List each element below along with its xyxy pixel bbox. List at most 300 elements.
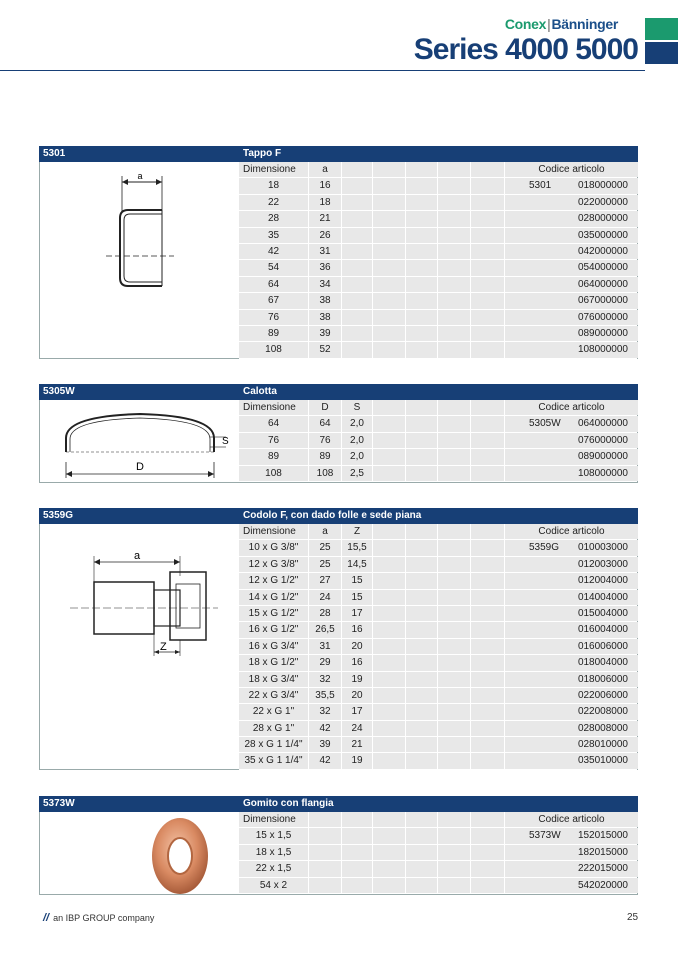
table-cell bbox=[438, 433, 471, 448]
table-cell: Dimensione bbox=[239, 524, 309, 539]
table-cell: 16 x G 1/2" bbox=[239, 622, 309, 637]
table-cell bbox=[373, 326, 406, 341]
table-cell: 25 bbox=[309, 557, 342, 572]
table-cell bbox=[342, 277, 373, 292]
table-cell bbox=[471, 688, 505, 703]
table-cell bbox=[438, 753, 471, 768]
table-header bbox=[239, 524, 637, 540]
table-cell bbox=[373, 416, 406, 431]
table-cell bbox=[471, 524, 505, 539]
table-cell bbox=[438, 260, 471, 275]
table-cell bbox=[438, 639, 471, 654]
table-cell bbox=[471, 672, 505, 687]
table-cell: 10 x G 3/8" bbox=[239, 540, 309, 555]
table-cell: 16 bbox=[342, 655, 373, 670]
table-cell: 18 x 1,5 bbox=[239, 845, 309, 860]
table-cell: 39 bbox=[309, 737, 342, 752]
table-cell bbox=[373, 639, 406, 654]
table-cell bbox=[373, 178, 406, 193]
table-cell bbox=[406, 828, 438, 843]
table-row bbox=[239, 639, 637, 655]
product-drawing bbox=[40, 400, 240, 482]
table-cell bbox=[309, 845, 342, 860]
brand-square-blue bbox=[645, 42, 678, 64]
section-header bbox=[39, 508, 638, 524]
table-cell bbox=[438, 737, 471, 752]
table-cell: 19 bbox=[342, 753, 373, 768]
table-cell bbox=[471, 400, 505, 415]
table-cell bbox=[406, 590, 438, 605]
table-cell bbox=[406, 244, 438, 259]
table-cell: 24 bbox=[309, 590, 342, 605]
table-cell: 28 x G 1 1/4" bbox=[239, 737, 309, 752]
table-cell bbox=[438, 828, 471, 843]
table-cell bbox=[438, 195, 471, 210]
product-drawing bbox=[40, 812, 240, 894]
table-cell: 17 bbox=[342, 606, 373, 621]
table-cell bbox=[406, 557, 438, 572]
table-cell: 076000000 bbox=[505, 310, 638, 325]
table-cell: 54 bbox=[239, 260, 309, 275]
table-cell bbox=[471, 244, 505, 259]
table-cell bbox=[438, 540, 471, 555]
table-cell bbox=[406, 342, 438, 357]
table-row bbox=[239, 753, 637, 769]
product-title: Gomito con flangia bbox=[243, 798, 334, 809]
table-row bbox=[239, 704, 637, 720]
table-cell: 089000000 bbox=[505, 326, 638, 341]
table-cell: 76 bbox=[239, 433, 309, 448]
table-cell: 42 bbox=[239, 244, 309, 259]
product-code: 5305W bbox=[43, 386, 75, 397]
table-cell: 54 x 2 bbox=[239, 878, 309, 893]
table-cell bbox=[438, 845, 471, 860]
table-cell bbox=[471, 606, 505, 621]
table-cell bbox=[373, 688, 406, 703]
table-cell bbox=[438, 861, 471, 876]
table-cell bbox=[406, 688, 438, 703]
table-cell bbox=[438, 557, 471, 572]
table-row bbox=[239, 211, 637, 227]
product-title: Calotta bbox=[243, 386, 277, 397]
table-cell bbox=[342, 260, 373, 275]
table-cell bbox=[471, 721, 505, 736]
table-header bbox=[239, 162, 637, 178]
table-cell bbox=[373, 721, 406, 736]
table-cell bbox=[438, 688, 471, 703]
table-cell: 108 bbox=[309, 466, 342, 481]
table-cell: Codice articolo bbox=[505, 812, 638, 827]
table-cell bbox=[373, 260, 406, 275]
table-cell bbox=[373, 244, 406, 259]
table-cell: 42 bbox=[309, 753, 342, 768]
table-cell: 28 x G 1" bbox=[239, 721, 309, 736]
table-row bbox=[239, 655, 637, 671]
table-cell bbox=[505, 178, 638, 193]
table-row bbox=[239, 195, 637, 211]
table-cell: 19 bbox=[342, 672, 373, 687]
table-cell: 18 x G 3/4" bbox=[239, 672, 309, 687]
dim-label-z: Z bbox=[160, 641, 167, 653]
table-cell bbox=[471, 211, 505, 226]
product-table bbox=[239, 524, 637, 770]
table-cell: 15 bbox=[342, 573, 373, 588]
table-cell bbox=[438, 342, 471, 357]
table-cell bbox=[438, 622, 471, 637]
table-row bbox=[239, 244, 637, 260]
table-cell bbox=[342, 845, 373, 860]
table-cell bbox=[438, 524, 471, 539]
footer-company bbox=[43, 912, 154, 924]
table-cell bbox=[438, 277, 471, 292]
table-cell bbox=[471, 540, 505, 555]
table-cell bbox=[471, 828, 505, 843]
table-cell: 25 bbox=[309, 540, 342, 555]
code-prefix: 5359G bbox=[529, 542, 560, 554]
table-cell bbox=[471, 178, 505, 193]
product-code: 5359G bbox=[43, 510, 74, 521]
table-cell: 22 x 1,5 bbox=[239, 861, 309, 876]
table-cell: 35 x G 1 1/4" bbox=[239, 753, 309, 768]
table-cell: 015004000 bbox=[505, 606, 638, 621]
table-cell: 152015000 bbox=[577, 830, 628, 842]
table-cell bbox=[438, 573, 471, 588]
table-cell bbox=[471, 655, 505, 670]
table-cell bbox=[373, 195, 406, 210]
table-row bbox=[239, 416, 637, 432]
table-cell bbox=[373, 310, 406, 325]
dim-label-d: D bbox=[136, 461, 144, 473]
table-cell: 42 bbox=[309, 721, 342, 736]
table-row bbox=[239, 326, 637, 342]
table-cell: 222015000 bbox=[505, 861, 638, 876]
table-cell bbox=[471, 557, 505, 572]
table-cell bbox=[342, 310, 373, 325]
table-cell: 028010000 bbox=[505, 737, 638, 752]
table-cell: 042000000 bbox=[505, 244, 638, 259]
table-cell: 012003000 bbox=[505, 557, 638, 572]
product-section-5301 bbox=[39, 146, 638, 359]
table-row bbox=[239, 178, 637, 194]
table-cell bbox=[373, 433, 406, 448]
footer-company-text: an IBP GROUP company bbox=[53, 913, 155, 923]
table-cell bbox=[309, 861, 342, 876]
table-row bbox=[239, 310, 637, 326]
table-cell: 22 bbox=[239, 195, 309, 210]
table-row bbox=[239, 622, 637, 638]
table-cell bbox=[373, 342, 406, 357]
table-header bbox=[239, 400, 637, 416]
table-cell: 15 x G 1/2" bbox=[239, 606, 309, 621]
table-cell bbox=[373, 449, 406, 464]
table-cell: 29 bbox=[309, 655, 342, 670]
table-cell bbox=[406, 449, 438, 464]
table-cell: 15 bbox=[342, 590, 373, 605]
table-cell bbox=[406, 622, 438, 637]
table-cell bbox=[471, 622, 505, 637]
table-cell: 076000000 bbox=[505, 433, 638, 448]
table-cell bbox=[373, 293, 406, 308]
table-cell: 035000000 bbox=[505, 228, 638, 243]
table-cell: a bbox=[309, 524, 342, 539]
table-cell: 014004000 bbox=[505, 590, 638, 605]
table-cell bbox=[373, 277, 406, 292]
table-cell bbox=[471, 293, 505, 308]
table-cell bbox=[373, 622, 406, 637]
table-cell bbox=[438, 466, 471, 481]
table-cell: 022006000 bbox=[505, 688, 638, 703]
table-cell bbox=[406, 878, 438, 893]
table-cell: 108000000 bbox=[505, 466, 638, 481]
table-cell bbox=[438, 310, 471, 325]
table-cell bbox=[373, 524, 406, 539]
section-header bbox=[39, 796, 638, 812]
product-section-5359g bbox=[39, 508, 638, 770]
dim-label-a: a bbox=[137, 171, 143, 181]
table-cell bbox=[471, 449, 505, 464]
table-cell: 14 x G 1/2" bbox=[239, 590, 309, 605]
table-cell bbox=[471, 704, 505, 719]
table-cell: 64 bbox=[239, 416, 309, 431]
table-cell bbox=[471, 195, 505, 210]
table-cell bbox=[438, 326, 471, 341]
table-cell bbox=[373, 211, 406, 226]
table-row bbox=[239, 672, 637, 688]
table-cell bbox=[373, 845, 406, 860]
table-cell bbox=[471, 845, 505, 860]
table-cell bbox=[342, 211, 373, 226]
table-cell bbox=[373, 753, 406, 768]
table-cell bbox=[406, 737, 438, 752]
table-cell bbox=[438, 672, 471, 687]
table-cell bbox=[373, 655, 406, 670]
table-cell bbox=[471, 260, 505, 275]
table-cell bbox=[471, 878, 505, 893]
table-cell: 76 bbox=[239, 310, 309, 325]
table-cell bbox=[406, 195, 438, 210]
table-cell bbox=[406, 524, 438, 539]
table-cell bbox=[438, 211, 471, 226]
section-header bbox=[39, 146, 638, 162]
table-cell bbox=[373, 540, 406, 555]
product-code: 5301 bbox=[43, 148, 66, 159]
table-cell bbox=[438, 590, 471, 605]
code-prefix: 5373W bbox=[529, 830, 561, 842]
table-cell: 035010000 bbox=[505, 753, 638, 768]
table-cell: 018004000 bbox=[505, 655, 638, 670]
table-cell bbox=[406, 277, 438, 292]
table-cell bbox=[471, 861, 505, 876]
table-cell: 010003000 bbox=[577, 542, 628, 554]
table-cell bbox=[438, 449, 471, 464]
table-cell bbox=[309, 878, 342, 893]
table-row bbox=[239, 878, 637, 894]
table-cell bbox=[373, 466, 406, 481]
table-cell bbox=[406, 400, 438, 415]
table-cell bbox=[471, 812, 505, 827]
product-code: 5373W bbox=[43, 798, 75, 809]
table-cell bbox=[471, 416, 505, 431]
table-cell: 22 x G 3/4" bbox=[239, 688, 309, 703]
table-cell bbox=[342, 293, 373, 308]
table-cell bbox=[505, 540, 638, 555]
table-row bbox=[239, 260, 637, 276]
table-cell: 52 bbox=[309, 342, 342, 357]
table-row bbox=[239, 557, 637, 573]
table-cell bbox=[373, 162, 406, 177]
table-cell bbox=[373, 737, 406, 752]
table-cell: 18 bbox=[239, 178, 309, 193]
table-cell bbox=[406, 433, 438, 448]
table-cell: 16 x G 3/4" bbox=[239, 639, 309, 654]
table-row bbox=[239, 688, 637, 704]
table-cell: 022000000 bbox=[505, 195, 638, 210]
table-cell bbox=[342, 828, 373, 843]
table-cell: 34 bbox=[309, 277, 342, 292]
table-row bbox=[239, 573, 637, 589]
table-cell bbox=[342, 228, 373, 243]
table-cell bbox=[373, 400, 406, 415]
table-row bbox=[239, 277, 637, 293]
table-cell bbox=[471, 590, 505, 605]
table-cell bbox=[342, 195, 373, 210]
table-cell: 38 bbox=[309, 293, 342, 308]
brand-logo: Conex|Bänninger bbox=[504, 16, 618, 32]
table-cell: 108 bbox=[239, 342, 309, 357]
table-cell: 022008000 bbox=[505, 704, 638, 719]
table-cell bbox=[406, 466, 438, 481]
table-cell bbox=[438, 228, 471, 243]
table-row bbox=[239, 293, 637, 309]
table-cell: 2,0 bbox=[342, 449, 373, 464]
table-row bbox=[239, 540, 637, 556]
table-cell bbox=[438, 244, 471, 259]
table-cell bbox=[471, 277, 505, 292]
table-cell: 108000000 bbox=[505, 342, 638, 357]
product-title: Codolo F, con dado folle e sede piana bbox=[243, 510, 422, 521]
product-section-5373w bbox=[39, 796, 638, 895]
table-cell: 67 bbox=[239, 293, 309, 308]
table-row bbox=[239, 590, 637, 606]
table-cell bbox=[342, 878, 373, 893]
table-cell bbox=[438, 655, 471, 670]
col-header-b bbox=[342, 162, 373, 177]
table-cell: 32 bbox=[309, 672, 342, 687]
brand-name-2: Bänninger bbox=[551, 16, 618, 32]
table-cell bbox=[373, 672, 406, 687]
table-cell: 64 bbox=[239, 277, 309, 292]
table-cell: 182015000 bbox=[505, 845, 638, 860]
table-cell bbox=[406, 162, 438, 177]
table-cell bbox=[438, 162, 471, 177]
table-cell bbox=[471, 228, 505, 243]
table-cell: 542020000 bbox=[505, 878, 638, 893]
table-cell bbox=[438, 812, 471, 827]
table-cell bbox=[471, 433, 505, 448]
table-cell bbox=[471, 310, 505, 325]
table-cell bbox=[438, 293, 471, 308]
table-cell: 35,5 bbox=[309, 688, 342, 703]
product-drawing bbox=[40, 524, 240, 769]
table-cell bbox=[342, 178, 373, 193]
table-cell: 89 bbox=[239, 326, 309, 341]
table-cell bbox=[438, 606, 471, 621]
table-cell: 35 bbox=[239, 228, 309, 243]
table-cell bbox=[438, 178, 471, 193]
table-row bbox=[239, 845, 637, 861]
table-cell: 064000000 bbox=[577, 418, 628, 430]
brand-square-green bbox=[645, 18, 678, 40]
table-cell: 64 bbox=[309, 416, 342, 431]
table-cell bbox=[406, 704, 438, 719]
table-cell bbox=[373, 606, 406, 621]
table-cell bbox=[505, 416, 638, 431]
table-cell: Z bbox=[342, 524, 373, 539]
table-cell bbox=[406, 812, 438, 827]
table-cell bbox=[373, 861, 406, 876]
table-cell: 26,5 bbox=[309, 622, 342, 637]
table-cell bbox=[406, 228, 438, 243]
table-cell: 18 bbox=[309, 195, 342, 210]
table-cell: 016006000 bbox=[505, 639, 638, 654]
table-cell bbox=[471, 162, 505, 177]
table-cell bbox=[373, 828, 406, 843]
table-header bbox=[239, 812, 637, 828]
table-cell bbox=[471, 737, 505, 752]
table-cell bbox=[406, 293, 438, 308]
table-cell bbox=[406, 573, 438, 588]
table-cell bbox=[406, 606, 438, 621]
table-cell bbox=[342, 861, 373, 876]
table-row bbox=[239, 466, 637, 482]
table-cell: 18 x G 1/2" bbox=[239, 655, 309, 670]
table-cell: D bbox=[309, 400, 342, 415]
table-cell bbox=[373, 590, 406, 605]
table-cell bbox=[406, 655, 438, 670]
table-cell bbox=[342, 244, 373, 259]
table-cell: 21 bbox=[309, 211, 342, 226]
table-cell: 28 bbox=[309, 606, 342, 621]
table-cell: 016004000 bbox=[505, 622, 638, 637]
product-title: Tappo F bbox=[243, 148, 282, 159]
ibp-logo-icon: // bbox=[43, 912, 50, 924]
table-cell: 38 bbox=[309, 310, 342, 325]
table-cell: 27 bbox=[309, 573, 342, 588]
table-cell bbox=[406, 861, 438, 876]
table-cell: 17 bbox=[342, 704, 373, 719]
table-cell bbox=[406, 753, 438, 768]
table-row bbox=[239, 861, 637, 877]
table-cell: 20 bbox=[342, 688, 373, 703]
table-cell: 89 bbox=[309, 449, 342, 464]
table-row bbox=[239, 737, 637, 753]
code-prefix: 5301 bbox=[529, 180, 552, 192]
header-divider bbox=[0, 70, 645, 71]
table-cell bbox=[406, 178, 438, 193]
table-cell: 2,0 bbox=[342, 433, 373, 448]
brand-name-1: Conex bbox=[504, 16, 547, 32]
section-header bbox=[39, 384, 638, 400]
dim-label-s: S bbox=[222, 436, 229, 447]
table-cell: 28 bbox=[239, 211, 309, 226]
table-cell: Codice articolo bbox=[505, 524, 638, 539]
dome-cap-drawing-icon bbox=[40, 400, 239, 483]
table-cell: 31 bbox=[309, 244, 342, 259]
table-cell: 16 bbox=[342, 622, 373, 637]
table-cell bbox=[342, 342, 373, 357]
table-cell bbox=[438, 721, 471, 736]
table-cell bbox=[309, 812, 342, 827]
